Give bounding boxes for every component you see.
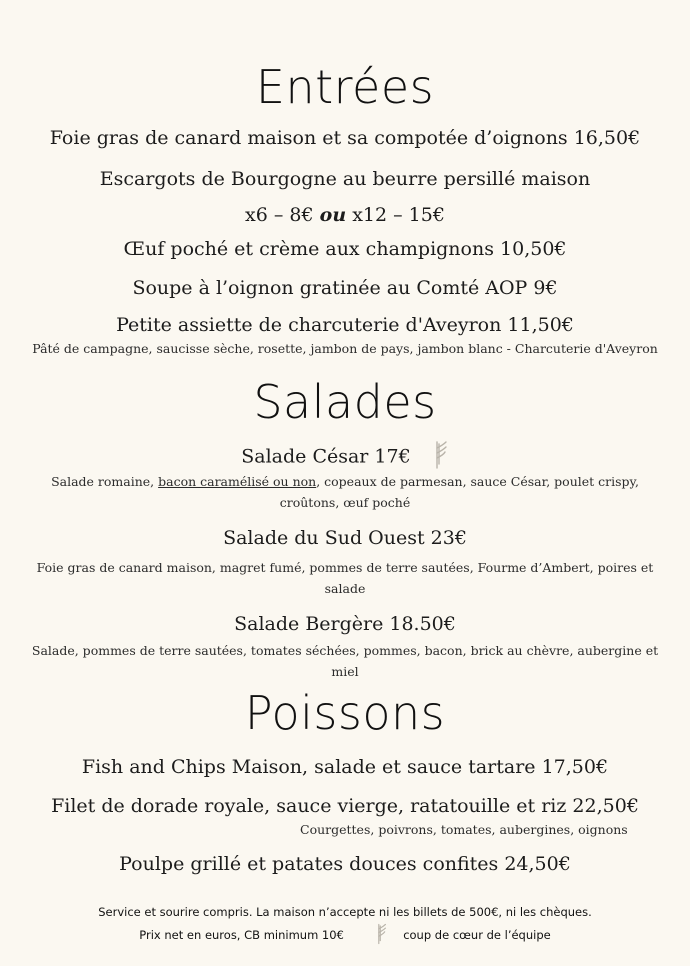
menu-item-escargots: Escargots de Bourgogne au beurre persillé maison bbox=[99, 168, 591, 190]
escargots-option-six: x6 – 8€ bbox=[245, 204, 320, 226]
cesar-desc-start: Salade romaine, bbox=[51, 474, 159, 489]
salade-bergere-description: Salade, pommes de terre sautées, tomates séchées, pommes, bacon, brick au chèvre, aubergine et miel bbox=[31, 643, 659, 679]
section-heading-salades: Salades bbox=[253, 375, 437, 429]
footer-line-service: Service et sourire compris. La maison n’accepte ni les billets de 500€, ni les chèques. bbox=[98, 905, 592, 919]
escargots-or: ou bbox=[319, 204, 347, 226]
menu-item-charcuterie: Petite assiette de charcuterie d'Aveyron 11,50€ bbox=[116, 314, 574, 336]
menu-item-poulpe: Poulpe grillé et patates douces confites 24,50€ bbox=[119, 853, 571, 875]
menu-item-escargots-options bbox=[0, 204, 690, 226]
menu-item-salade-sud-ouest: Salade du Sud Ouest 23€ bbox=[223, 527, 467, 549]
cesar-desc-underlined: bacon caramélisé ou non bbox=[158, 474, 317, 489]
footer-payment-text: Prix net en euros, CB minimum 10€ bbox=[139, 928, 344, 942]
menu-item-salade-bergere: Salade Bergère 18.50€ bbox=[234, 613, 456, 635]
cesar-desc-end: , copeaux de parmesan, sauce César, poulet crispy, croûtons, œuf poché bbox=[279, 474, 639, 510]
menu-item-soupe: Soupe à l’oignon gratinée au Comté AOP 9€ bbox=[132, 277, 558, 299]
footer-favorite-legend: coup de cœur de l’équipe bbox=[403, 928, 551, 942]
menu-item-dorade: Filet de dorade royale, sauce vierge, ratatouille et riz 22,50€ bbox=[51, 795, 639, 817]
salade-sud-ouest-description: Foie gras de canard maison, magret fumé, pommes de terre sautées, Fourme d’Ambert, poires et salade bbox=[36, 560, 654, 596]
footer-line-payment bbox=[0, 923, 690, 948]
wheat-icon bbox=[374, 923, 388, 948]
escargots-option-twelve: x12 – 15€ bbox=[346, 204, 445, 226]
charcuterie-description: Pâté de campagne, saucisse sèche, rosette, jambon de pays, jambon blanc - Charcuterie d'Aveyron bbox=[32, 341, 658, 356]
salade-cesar-description bbox=[40, 471, 650, 513]
dorade-description: Courgettes, poivrons, tomates, aubergines, oignons bbox=[300, 822, 628, 837]
menu-item-fish-and-chips: Fish and Chips Maison, salade et sauce tartare 17,50€ bbox=[81, 756, 609, 778]
section-heading-entrees: Entrées bbox=[255, 60, 435, 114]
wheat-icon bbox=[431, 440, 449, 475]
section-heading-poissons: Poissons bbox=[244, 686, 446, 740]
menu-item-oeuf: Œuf poché et crème aux champignons 10,50€ bbox=[123, 238, 567, 260]
salade-cesar-label: Salade César 17€ bbox=[241, 445, 411, 468]
menu-item-foie-gras: Foie gras de canard maison et sa compotée d’oignons 16,50€ bbox=[49, 127, 641, 149]
menu-item-salade-cesar bbox=[0, 440, 690, 475]
